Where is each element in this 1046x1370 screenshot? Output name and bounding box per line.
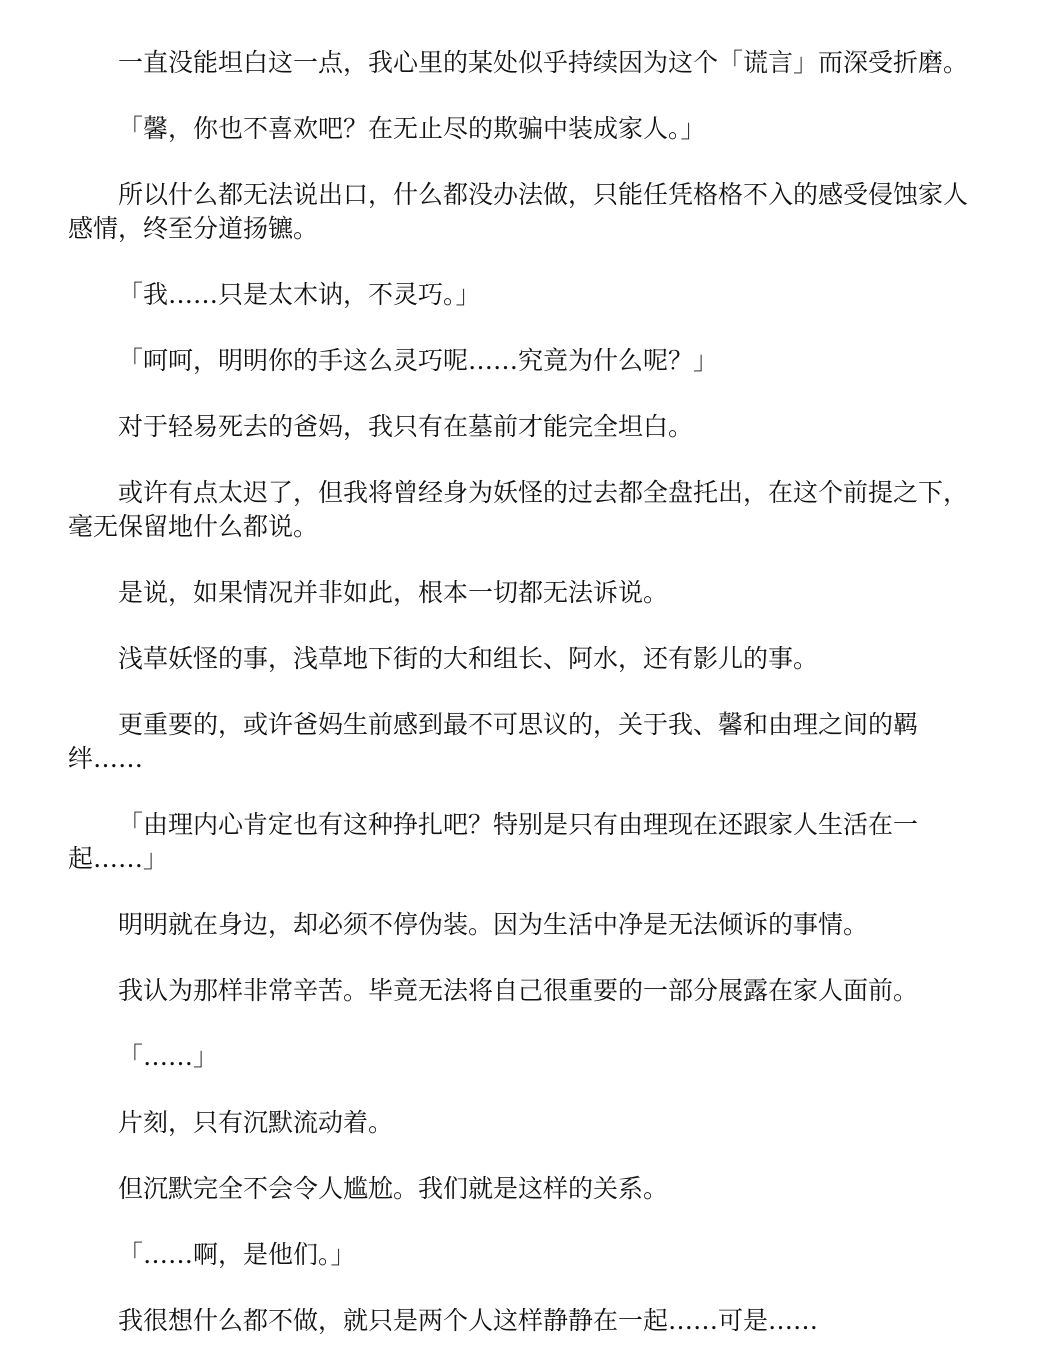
paragraph-12: 明明就在身边，却必须不停伪装。因为生活中净是无法倾诉的事情。 xyxy=(118,910,869,939)
novel-page xyxy=(68,46,974,1370)
paragraph-11: 「由理内心肯定也有这种挣扎吧？特别是只有由理现在还跟家人生活在一起……」 xyxy=(68,810,919,873)
paragraph-5: 「呵呵，明明你的手这么灵巧呢……究竟为什么呢？」 xyxy=(118,346,719,375)
paragraph-14: 「……」 xyxy=(118,1042,219,1071)
paragraph-4: 「我……只是太木讷，不灵巧。」 xyxy=(118,280,481,309)
paragraph-10: 更重要的，或许爸妈生前感到最不可思议的，关于我、馨和由理之间的羁绊…… xyxy=(68,710,919,773)
paragraph-2: 「馨，你也不喜欢吧？在无止尽的欺骗中装成家人。」 xyxy=(118,114,706,143)
paragraph-18: 我很想什么都不做，就只是两个人这样静静在一起……可是…… xyxy=(118,1306,819,1335)
paragraph-15: 片刻，只有沉默流动着。 xyxy=(118,1108,394,1137)
paragraph-13: 我认为那样非常辛苦。毕竟无法将自己很重要的一部分展露在家人面前。 xyxy=(118,976,919,1005)
paragraph-16: 但沉默完全不会令人尴尬。我们就是这样的关系。 xyxy=(118,1174,669,1203)
paragraph-9: 浅草妖怪的事，浅草地下街的大和组长、阿水，还有影儿的事。 xyxy=(118,644,819,673)
paragraph-3: 所以什么都无法说出口，什么都没办法做，只能任凭格格不入的感受侵蚀家人感情，终至分道扬镳。 xyxy=(68,180,969,243)
paragraph-8: 是说，如果情况并非如此，根本一切都无法诉说。 xyxy=(118,578,669,607)
paragraph-7: 或许有点太迟了，但我将曾经身为妖怪的过去都全盘托出，在这个前提之下，毫无保留地什么都说。 xyxy=(68,478,969,541)
paragraph-6: 对于轻易死去的爸妈，我只有在墓前才能完全坦白。 xyxy=(118,412,694,441)
paragraph-17: 「……啊，是他们。」 xyxy=(118,1240,356,1269)
paragraph-1: 一直没能坦白这一点，我心里的某处似乎持续因为这个「谎言」而深受折磨。 xyxy=(118,48,969,77)
